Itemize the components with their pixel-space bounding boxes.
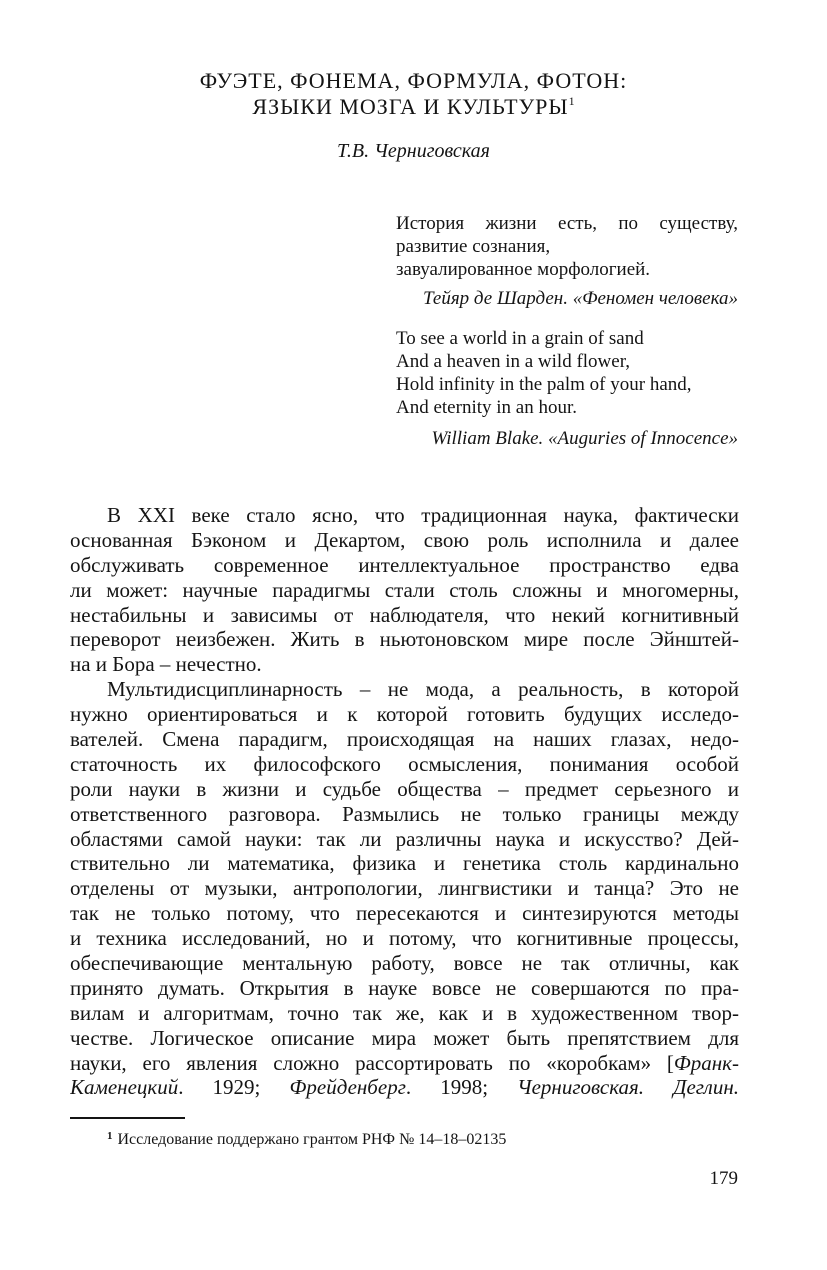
body-line: нестабильны и зависимы от наблюдателя, что некий когнитивный	[70, 602, 739, 627]
body-line: ответственного разговора. Размылись не только границы между	[70, 801, 739, 826]
epigraph-1-line: развитие сознания,	[396, 236, 551, 257]
body-line: ствительно ли математика, физика и генетика столь кардинально	[70, 851, 739, 876]
citation-year: . 1998;	[405, 1075, 518, 1100]
body-line: так не только потому, что пересекаются и синтезируются методы	[70, 901, 739, 926]
title-line-2: ЯЗЫКИ МОЗГА И КУЛЬТУРЫ	[252, 94, 569, 119]
epigraph-2-attribution: William Blake. «Auguries of Innocence»	[431, 428, 738, 449]
body-line: переворот неизбежен. Жить в ньютоновском мире после Эйнштей-	[70, 627, 739, 652]
footnote-text: Исследование поддержано грантом РНФ № 14–18–02135	[117, 1131, 507, 1148]
body-line: статочность их философского осмысления, понимания особой	[70, 751, 739, 776]
footnote-mark: 1	[107, 1130, 113, 1142]
epigraph-2-line: And a heaven in a wild flower,	[396, 351, 631, 372]
body-text	[70, 503, 739, 1100]
title-footnote-mark: 1	[568, 94, 575, 108]
epigraph-2-line: Hold infinity in the palm of your hand,	[396, 374, 692, 395]
epigraph-1-line: История жизни есть, по существу,	[396, 213, 738, 234]
title-line-1: ФУЭТЕ, ФОНЕМА, ФОРМУЛА, ФОТОН:	[199, 68, 628, 93]
author-name: Т.В. Черниговская	[337, 140, 490, 162]
body-line: принято думать. Открытия в науке вовсе не совершаются по пра-	[70, 975, 739, 1000]
citation-author: Черниговская. Деглин.	[517, 1075, 739, 1100]
footnote-divider	[70, 1117, 185, 1119]
article-title	[0, 68, 827, 94]
footnote	[107, 1130, 506, 1149]
body-line: ли может: научные парадигмы стали столь сложны и многомерны,	[70, 577, 739, 602]
body-line: В XXI веке стало ясно, что традиционная наука, фактически	[107, 503, 739, 527]
body-line-citation	[70, 1051, 739, 1076]
citation-author: Каменецкий	[70, 1075, 179, 1100]
epigraph-1-line: завуалированное морфологией.	[396, 259, 651, 280]
body-line: нужно ориентироваться и к которой готовить будущих исследо-	[70, 702, 739, 727]
body-line-text: науки, его явления сложно рассортировать по «коробкам» [	[70, 1050, 674, 1075]
citation-year: . 1929;	[178, 1075, 290, 1100]
epigraph-2-line: And eternity in an hour.	[396, 397, 577, 418]
citation-author: Франк-	[673, 1050, 739, 1075]
epigraph-1	[396, 212, 738, 281]
body-line: честве. Логическое описание мира может быть препятствием для	[70, 1025, 739, 1050]
body-line-citation	[70, 1075, 739, 1100]
body-line: Мультидисциплинарность – не мода, а реальность, в которой	[107, 677, 739, 702]
body-line: вилам и алгоритмам, точно так же, как и в художественном твор-	[70, 1000, 739, 1025]
body-line: отделены от музыки, антропологии, лингвистики и танца? Это не	[70, 876, 739, 901]
body-line: вателей. Смена парадигм, происходящая на наших глазах, недо-	[70, 727, 739, 752]
body-line: основанная Бэконом и Декартом, свою роль исполнила и далее	[70, 527, 739, 552]
epigraph-2	[396, 327, 738, 419]
body-line: областями самой науки: так ли различны наука и искусство? Дей-	[70, 826, 739, 851]
epigraph-2-line: To see a world in a grain of sand	[396, 328, 644, 349]
body-line: обеспечивающие ментальную работу, вовсе не так отличны, как	[70, 951, 739, 976]
body-line: на и Бора – нечестно.	[70, 652, 262, 677]
epigraph-1-attribution: Тейяр де Шарден. «Феномен человека»	[423, 288, 738, 309]
page-number: 179	[709, 1168, 738, 1189]
citation-author: Фрейденберг	[289, 1075, 406, 1100]
article-title-2	[0, 94, 827, 120]
body-line: обслуживать современное интеллектуальное пространство едва	[70, 552, 739, 577]
body-line: роли науки в жизни и судьбе общества – предмет серьезного и	[70, 776, 739, 801]
body-line: и техника исследований, но и потому, что когнитивные процессы,	[70, 926, 739, 951]
